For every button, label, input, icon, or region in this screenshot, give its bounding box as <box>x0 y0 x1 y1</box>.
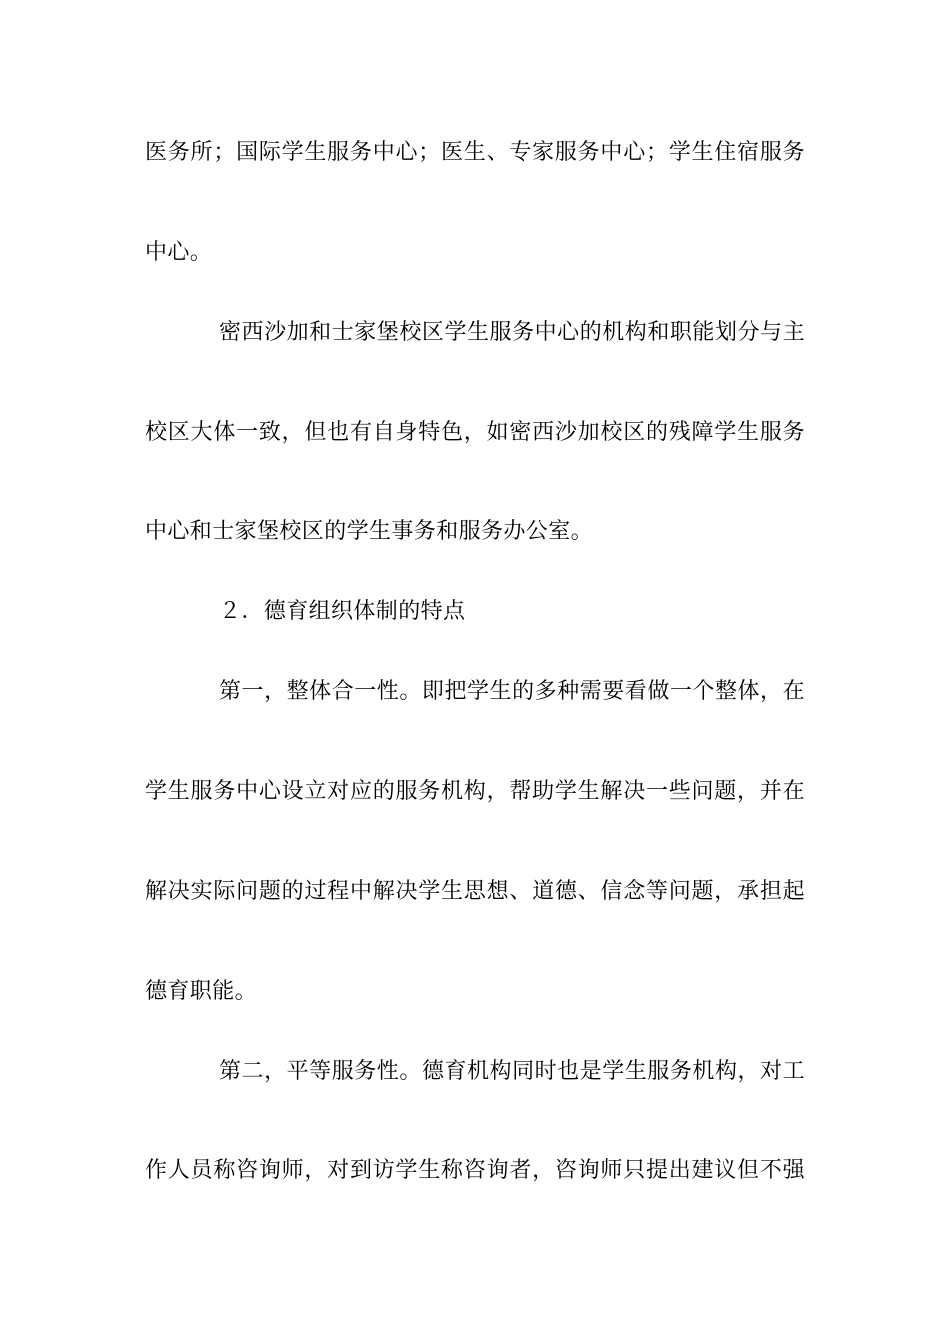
paragraph-line: 中心。 <box>145 240 213 265</box>
paragraph-line: 中心和士家堡校区的学生事务和服务办公室。 <box>145 519 594 544</box>
paragraph-line: 第二，平等服务性。德育机构同时也是学生服务机构，对工 <box>219 1059 805 1084</box>
paragraph-line: 医务所；国际学生服务中心；医生、专家服务中心；学生住宿服务 <box>145 140 805 165</box>
paragraph-line: 解决实际问题的过程中解决学生思想、道德、信念等问题，承担起 <box>145 879 805 904</box>
paragraph-line: 作人员称咨询师，对到访学生称咨询者，咨询师只提出建议但不强 <box>145 1158 805 1183</box>
paragraph-line: 校区大体一致，但也有自身特色，如密西沙加校区的残障学生服务 <box>145 420 805 445</box>
paragraph-line: 密西沙加和士家堡校区学生服务中心的机构和职能划分与主 <box>219 320 805 345</box>
section-heading: ２．德育组织体制的特点 <box>219 599 466 624</box>
paragraph-line: 德育职能。 <box>145 979 258 1004</box>
paragraph-line: 学生服务中心设立对应的服务机构，帮助学生解决一些问题，并在 <box>145 779 805 804</box>
paragraph-line: 第一，整体合一性。即把学生的多种需要看做一个整体，在 <box>219 679 805 704</box>
